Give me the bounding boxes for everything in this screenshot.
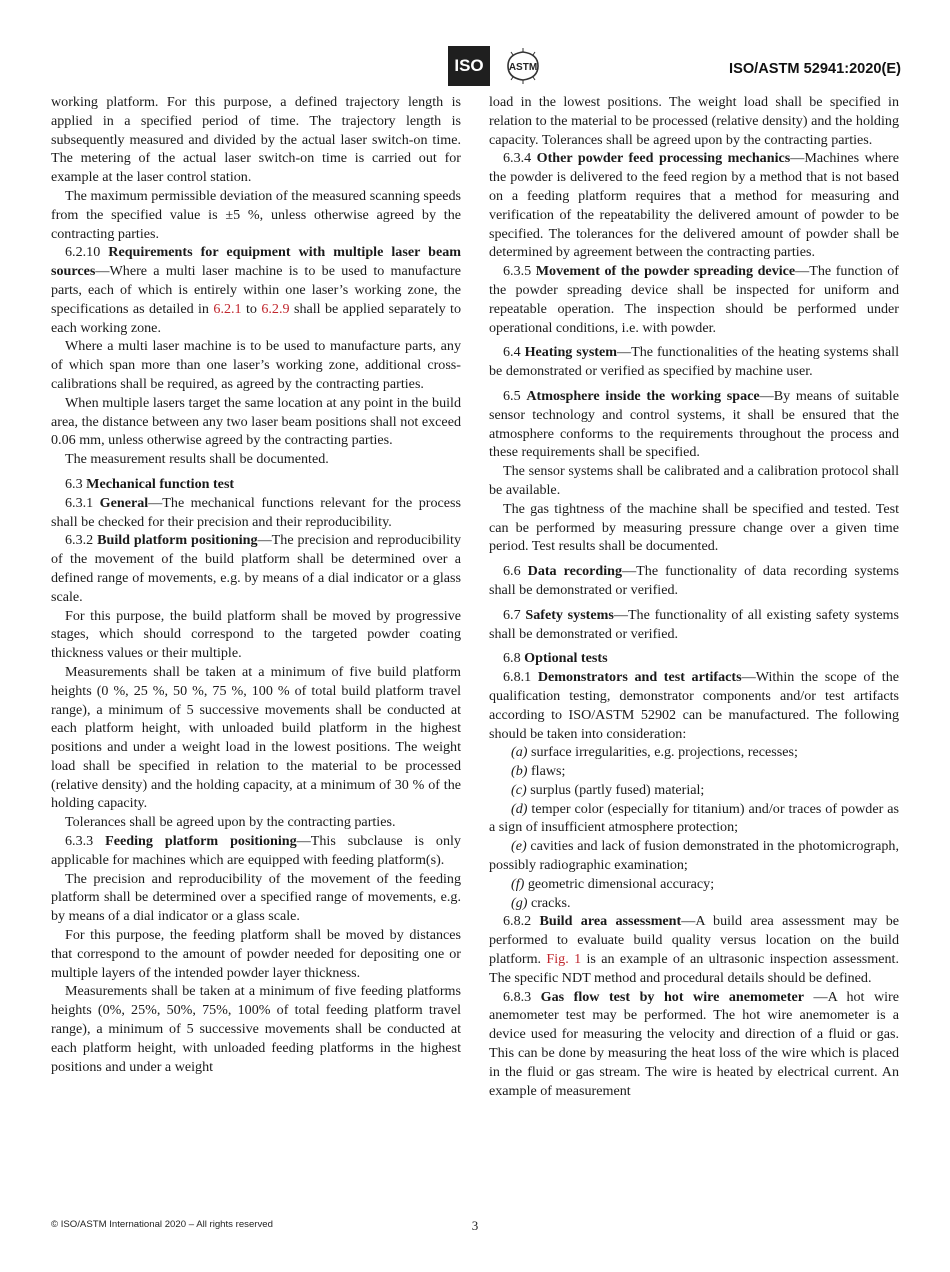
section-6-5: 6.5 Atmosphere inside the working space—By means of suitable sensor technology and control systems, it shall be ensured that the atmosphere conforms to the requirements throughout the process and these requirements shall be specified. (489, 387, 899, 461)
section-number: 6.3.4 (503, 150, 532, 167)
section-title: Mechanical function test (86, 475, 235, 492)
page-header (0, 0, 950, 90)
paragraph: Tolerances shall be agreed upon by the contracting parties. (65, 814, 396, 831)
astm-logo (502, 46, 544, 86)
section-title: Feeding platform positioning (105, 833, 297, 850)
section-number: 6.8.3 (503, 988, 532, 1005)
section-number: 6.6 (503, 563, 521, 580)
section-title: Movement of the powder spreading device (535, 263, 796, 280)
paragraph: load in the lowest positions. The weight load shall be specified in relation to the material to be processed (relative density) and the holding capacity. Tolerances shall be agreed upon by the contracting parties. (489, 94, 899, 148)
paragraph: The precision and reproducibility of the movement of the feeding platform shall be determined over a specified range of movements, e.g. by means of a dial indicator or a glass scale. (51, 870, 461, 925)
section-6-3-heading (51, 475, 461, 494)
list-label: (d) (511, 800, 528, 817)
section-title: Requirements for equipment with multiple laser beam sources (51, 244, 461, 280)
list-item: (a) surface irregularities, e.g. projections, recesses; (511, 744, 798, 761)
paragraph: The gas tightness of the machine shall be specified and tested. Test can be performed by measuring pressure change over a given time period. Test results shall be documented. (489, 500, 899, 555)
list-label: (e) (511, 838, 527, 855)
paragraph: Where a multi laser machine is to be used to manufacture parts, any of which span more than one laser’s working zone, additional cross-calibrations shall be required, as agreed by the contracting parties. (51, 338, 461, 392)
ref-6-2-9-link[interactable]: 6.2.9 (261, 300, 290, 317)
section-title: Build area assessment (539, 913, 682, 930)
list-item: (c) surplus (partly fused) material; (511, 781, 705, 798)
section-number: 6.8.2 (503, 913, 532, 930)
section-title: Heating system (524, 344, 617, 361)
copyright-notice: © ISO/ASTM International 2020 – All rights reserved (51, 1219, 273, 1230)
section-6-3-3: 6.3.3 Feeding platform positioning—This subclause is only applicable for machines which are equipped with feeding platform(s). (51, 833, 461, 868)
paragraph: Measurements shall be taken at a minimum of five build platform heights (0 %, 25 %, 50 %, 75 %, 100 % of total build platform travel range), a minimum of 5 successive movements shall be conducted at each platform height, with unloaded build platform in the highest positions and under a weight load in the lowest positions. The weight load shall be specified in relation to the material to be processed (relative density) and the holding capacity, at a minimum of 30 % of the holding capacity. (51, 663, 461, 812)
section-6-7: 6.7 Safety systems—The functionality of all existing safety systems shall be demonstrated or verified. (489, 606, 899, 642)
iso-logo: ISO (448, 46, 490, 86)
section-number: 6.7 (503, 606, 521, 623)
section-6-4: 6.4 Heating system—The functionalities of the heating systems shall be demonstrated or verified as specified by machine user. (489, 344, 899, 380)
paragraph: The sensor systems shall be calibrated and a calibration protocol shall be available. (489, 463, 899, 498)
section-number: 6.5 (503, 387, 521, 404)
section-number: 6.8 (503, 650, 521, 667)
astm-logo-text: ASTM (508, 62, 538, 73)
section-6-3-1: 6.3.1 General—The mechanical functions relevant for the process shall be checked for their precision and their reproducibility. (51, 494, 461, 530)
section-title: Data recording (527, 563, 623, 580)
right-column (489, 93, 899, 1100)
section-title: Atmosphere inside the working space (526, 387, 760, 404)
paragraph: working platform. For this purpose, a defined trajectory length is applied in a specified period of time. The trajectory length is subsequently measured and divided by the actual laser switch-on time. The metering of the actual laser switch-on time is carried out for example at the laser control station. (51, 94, 461, 186)
section-6-6: 6.6 Data recording—The functionality of data recording systems shall be demonstrated or verified. (489, 563, 899, 598)
section-6-3-4: 6.3.4 Other powder feed processing mechanics—Machines where the powder is delivered to the feed region by a method that is not based on a feeding platform requires that a method for measuring and verification of the repeatability the delivered amount of powder to be specified. The tolerances for the delivered amount of powder shall be determined by agreement between the contracting parties. (489, 150, 900, 261)
ref-6-2-1-link[interactable]: 6.2.1 (213, 300, 242, 317)
section-title: Optional tests (524, 650, 608, 667)
page-number: 3 (471, 1218, 479, 1233)
paragraph: For this purpose, the feeding platform shall be moved by distances that correspond to the amount of powder needed for depositing one or multiple layers of the intended powder layer thickness. (51, 927, 461, 981)
section-number: 6.3.2 (65, 532, 94, 549)
section-6-8-heading (489, 649, 899, 668)
section-title: Other powder feed processing mechanics (536, 150, 791, 167)
section-6-8-2: 6.8.2 Build area assessment—A build area assessment may be performed to evaluate build quality versus location on the build platform. Fig. 1 is an example of an ultrasonic inspection assessment. The specific NDT method and procedural details should be defined. (489, 913, 899, 986)
section-number: 6.2.10 (65, 244, 101, 261)
section-6-2-10: 6.2.10 Requirements for equipment with multiple laser beam sources—Where a multi laser machine is to be used to manufacture parts, each of which is entirely within one laser’s working zone, the specifications as detailed in 6.2.1 to 6.2.9 shall be applied separately to each working zone. (51, 244, 462, 336)
section-number: 6.3.5 (503, 263, 532, 280)
list-item: (e) cavities and lack of fusion demonstrated in the photomicrograph, possibly radiographic examination; (489, 838, 899, 874)
list-label: (g) (511, 894, 528, 911)
section-number: 6.4 (503, 344, 521, 361)
section-6-3-5: 6.3.5 Movement of the powder spreading device—The function of the powder spreading device shall be inspected for uniform and repeatable operation. The inspection should be performed under operational conditions, i.e. with powder. (489, 263, 899, 336)
list-item: (f) geometric dimensional accuracy; (511, 875, 715, 892)
paragraph: For this purpose, the build platform shall be moved by progressive stages, which should correspond to the targeted powder coating thickness values or their multiple. (51, 607, 461, 662)
paragraph: Measurements shall be taken at a minimum of five feeding platforms heights (0%, 25%, 50%, 75%, 100% of total feeding platform travel range), a minimum of 5 successive movements shall be conducted at each platform height, with unloaded feeding platforms in the highest positions and under a weight (51, 983, 461, 1075)
document-id: ISO/ASTM 52941:2020(E) (729, 61, 901, 77)
list-label: (b) (511, 763, 528, 780)
section-number: 6.3.3 (65, 833, 94, 850)
list-label: (a) (511, 744, 528, 761)
list-item: (d) temper color (especially for titanium) and/or traces of powder as a sign of insufficient atmosphere protection; (489, 800, 899, 836)
ref-fig-1-link[interactable]: Fig. 1 (546, 951, 582, 968)
paragraph: The measurement results shall be documented. (65, 451, 329, 468)
list-item: (g) cracks. (511, 894, 571, 911)
section-title: Build platform positioning (97, 532, 258, 549)
section-title: Gas flow test by hot wire anemometer (540, 988, 804, 1005)
section-number: 6.8.1 (503, 669, 532, 686)
section-title: Demonstrators and test artifacts (537, 669, 742, 686)
section-6-8-3: 6.8.3 Gas flow test by hot wire anemometer —A hot wire anemometer test may be performed. The hot wire anemometer is a device used for measuring the velocity and direction of a fluid or gas. This can be done by measuring the heat loss of the wire which is placed in the fluid or gas stream. The wire is heated by electrical current. An example of measurement (489, 988, 899, 1099)
paragraph: When multiple lasers target the same location at any point in the build area, the distance between any two laser beam positions shall not exceed 0.06 mm, unless otherwise agreed by the contracting parties. (51, 394, 461, 449)
paragraph: The maximum permissible deviation of the measured scanning speeds from the specified value is ±5 %, unless otherwise agreed by the contracting parties. (51, 187, 461, 242)
list-label: (c) (511, 781, 527, 798)
section-title: General (99, 494, 149, 511)
list-item: (b) flaws; (511, 763, 566, 780)
section-6-8-1: 6.8.1 Demonstrators and test artifacts—Within the scope of the qualification testing, demonstrator components and/or test artifacts according to ISO/ASTM 52902 can be manufactured. The following should be taken into consideration: (489, 669, 899, 742)
section-title: Safety systems (525, 606, 614, 623)
section-6-3-2: 6.3.2 Build platform positioning—The precision and reproducibility of the movement of the build platform shall be determined over a defined range of movements, e.g. by means of a dial indicator or a glass scale. (51, 532, 461, 605)
section-number: 6.3 (65, 475, 83, 492)
left-column (51, 93, 461, 1076)
section-number: 6.3.1 (65, 494, 94, 511)
list-label: (f) (511, 875, 525, 892)
